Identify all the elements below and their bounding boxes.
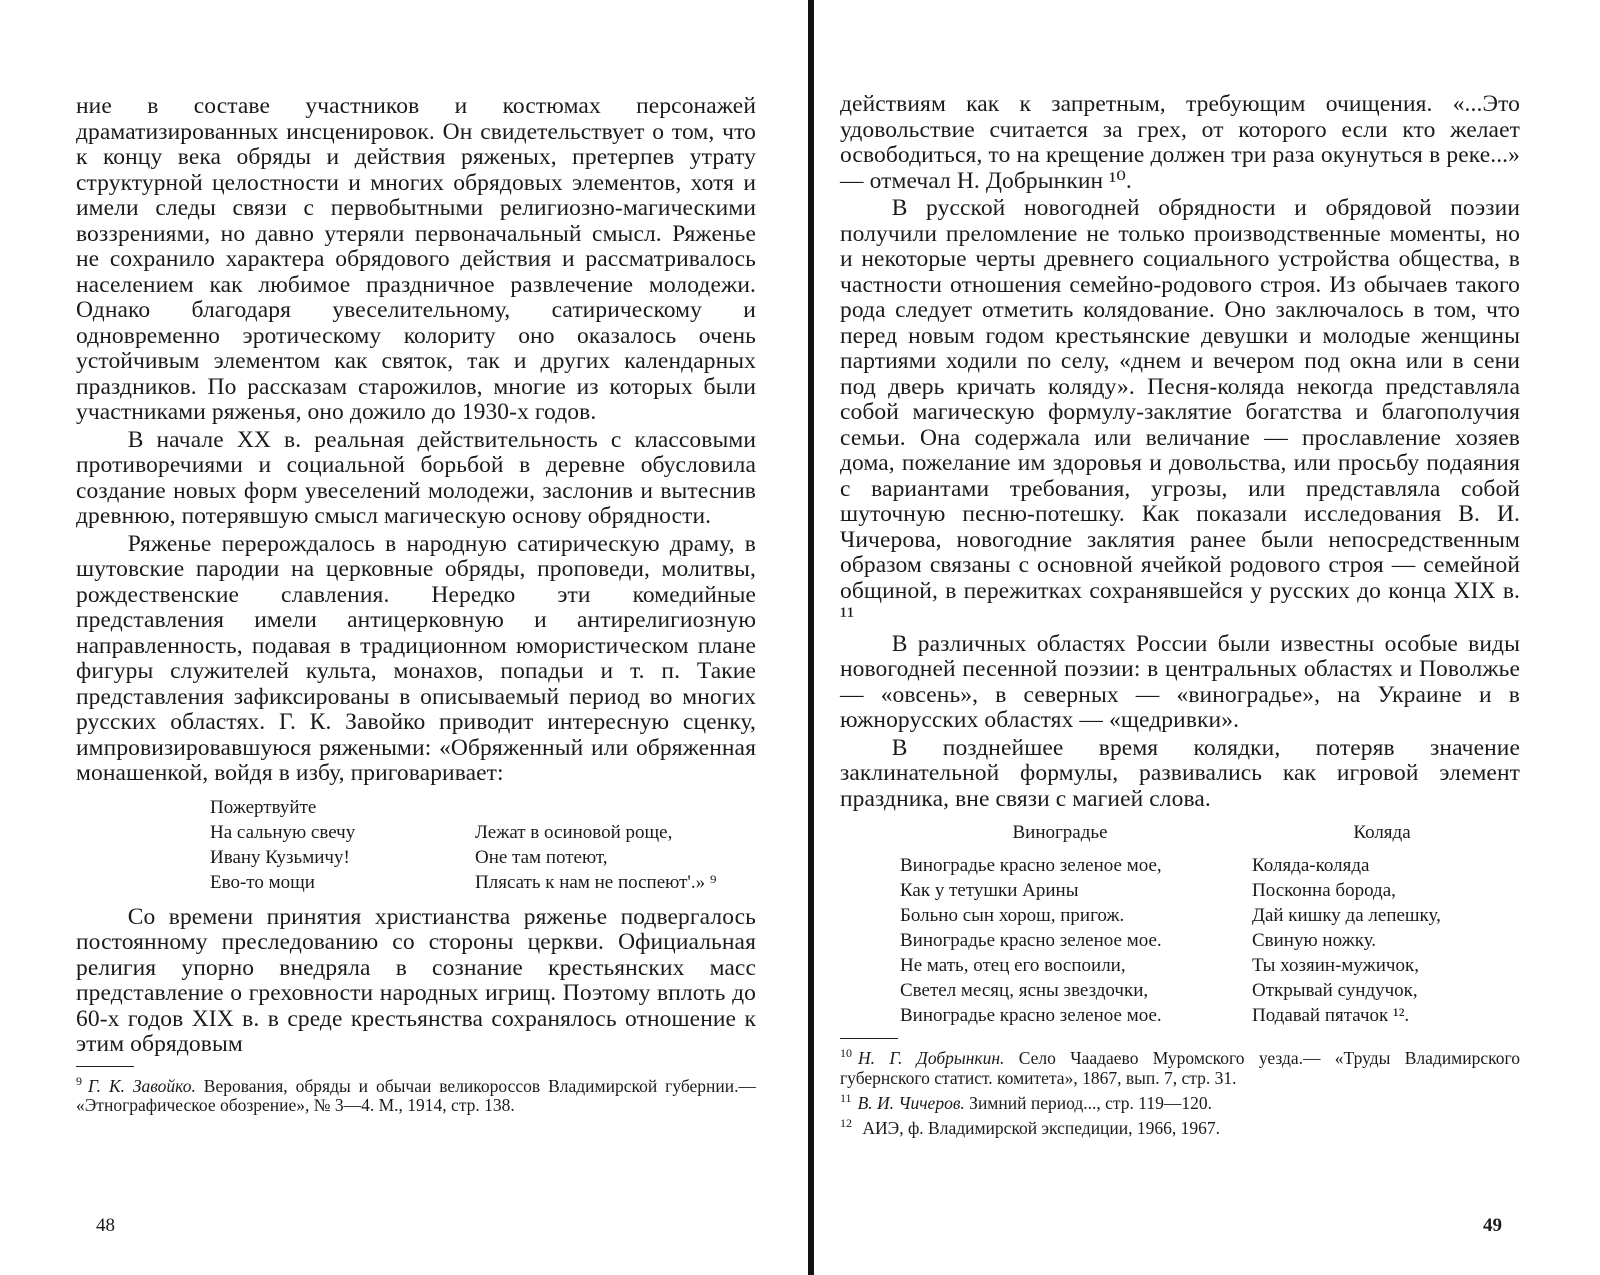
paragraph: Со времени принятия христианства ряженье подвергалось постоянному преследованию со стороны церкви. Официальная религия упорно внедряла в сознание крестьянских масс представление о греховности народных игрищ. Поэтому вплоть до 60-х годов XIX в. в среде крестьянства сохранялось отношение к этим обрядовым [76, 903, 756, 1057]
footnote-number: 11 [840, 1090, 852, 1105]
poem-line: Оне там потеют, [475, 846, 608, 868]
poem-line: Ты хозяин-мужичок, [1252, 955, 1419, 976]
poem-line: Пожертвуйте [210, 796, 317, 818]
footnote [840, 1113, 1520, 1138]
footnote-number: 12 [840, 1115, 852, 1130]
page-number: 49 [1483, 1215, 1502, 1236]
poem-line: Посконна борода, [1252, 880, 1396, 901]
poem-title: Коляда [1353, 822, 1411, 843]
paragraph: В различных областях России были известны особые виды новогодней песенной поэзии: в центральных областях и Поволжье — «овсень», в северных — «виноградье», на Украине и в южнорусских областях — «щедривки». [840, 630, 1520, 733]
poem-line: На сальную свечу [210, 821, 356, 843]
poem-line: Открывай сундучок, [1252, 980, 1418, 1001]
poem-line: Ево-то мощи [210, 871, 315, 893]
footnote [840, 1043, 1520, 1088]
left-text-column [76, 94, 756, 1115]
poem-line: Дай кишку да лепешку, [1252, 905, 1441, 926]
poem-block [210, 795, 756, 895]
right-text-column [840, 92, 1520, 1137]
poem-line: Виноградье красно зеленое мое, [900, 855, 1162, 876]
footnote [840, 1088, 1520, 1113]
poem-line: Подавай пятачок ¹². [1252, 1005, 1410, 1026]
footnote-author: В. И. Чичеров. [857, 1092, 965, 1113]
footnote-number: 10 [840, 1046, 852, 1060]
footnote-rule [76, 1066, 134, 1067]
poem-line: Светел месяц, ясны звездочки, [900, 980, 1149, 1001]
paragraph: В русской новогодней обрядности и обрядовой поэзии получили преломление не только производственные моменты, но и некоторые черты древнего социального устройства общества, в частности отношения семейно-родового строя. Из обычаев такого рода следует отметить колядование. Оно заключалось в том, что перед новым годом крестьянские девушки и молодые женщины партиями ходили по селу, «днем и вечером под окна или в сени под дверь кричать коляду». Песня-коляда некогда представляла собой магическую формулу-заклятие богатства и благополучия семьи. Она содержала или величание — прославление хозяев дома, пожелание им здоровья и довольства, или просьбу подаяния с вариантами требования, угрозы, или представляла собой шуточную песню-потешку. Как показали исследования В. И. Чичерова, новогодние заклятия ранее были непосредственным образом связаны с основной ячейкой родового строя — семейной общиной, в пережитках сохранявшейся у русских до конца XIX в. ¹¹ [840, 195, 1520, 629]
footnote-author: Г. К. Завойко. [88, 1075, 196, 1096]
footnote-number: 9 [76, 1073, 82, 1088]
page-number: 48 [96, 1215, 115, 1236]
poem-title: Виноградье [1012, 822, 1108, 843]
footnote-text: Село Чаадаево Муромского уезда.— «Труды Владимирского губернского статист. комитета», 1867, вып. 7, стр. 31. [840, 1047, 1520, 1088]
paragraph: Ряженье перерождалось в народную сатирическую драму, в шутовские пародии на церковные обряды, проповеди, молитвы, рождественские славления. Нередко эти комедийные представления имели антицерковную и антирелигиозную направленность, подавая в традиционном юмористическом плане фигуры служителей культа, монахов, попадьи и т. п. Такие представления зафиксированы в описываемый период во многих русских областях. Г. К. Завойко приводит интересную сценку, импровизировавшуюся ряжеными: «Обряженный или обряженная монашенкой, войдя в избу, приговаривает: [76, 530, 756, 786]
poem-line: Лежат в осиновой роще, [475, 821, 673, 843]
paragraph: ние в составе участников и костюмах персонажей драматизированных инсценировок. Он свидетельствует о том, что к концу века обряды и действия ряженых, претерпев утрату структурной целостности и многих обрядовых элементов, хотя и имели следы связи с первобытными религиозно-магическими воззрениями, но давно утеряли первоначальный смысл. Ряженье не сохранило характера обрядового действия и рассматривалось населением как любимое праздничное развлечение молодежи. Однако благодаря увеселительному, сатирическому и одновременно эротическому колориту оно оказалось очень устойчивым элементом как святок, так и других календарных праздников. По рассказам старожилов, многие из которых были участниками ряженья, оно дожило до 1930-х годов. [76, 93, 756, 425]
poem-block [900, 820, 1520, 1028]
poem-line: Виноградье красно зеленое мое. [900, 1005, 1162, 1026]
paragraph: В позднейшее время колядки, потеряв значение заклинательной формулы, развивались как игровой элемент праздника, вне связи с магией слова. [840, 734, 1520, 812]
footnote-rule [840, 1038, 898, 1039]
poem-line: Как у тетушки Арины [900, 880, 1079, 901]
poem-line: Коляда-коляда [1252, 855, 1370, 876]
footnote-text: АИЭ, ф. Владимирской экспедиции, 1966, 1967. [862, 1117, 1221, 1138]
poem-line: Виноградье красно зеленое мое. [900, 930, 1162, 951]
right-page [818, 0, 1600, 1275]
poem-line: Свиную ножку. [1252, 930, 1377, 951]
book-gutter [808, 0, 814, 1275]
poem-line: Ивану Кузьмичу! [210, 846, 350, 868]
paragraph: В начале XX в. реальная действительность с классовыми противоречиями и социальной борьбой в деревне обусловила создание новых форм увеселений молодежи, заслонив и вытеснив древнюю, потерявшую смысл магическую основу обрядности. [76, 426, 756, 529]
poem-line: Плясать к нам не поспеют'.» ⁹ [475, 871, 717, 893]
poem-line: Не мать, отец его воспоили, [900, 955, 1126, 976]
footnote-text: Верования, обряды и обычаи великороссов Владимирской губернии.— «Этнографическое обозрение», № 3—4. М., 1914, стр. 138. [76, 1075, 757, 1116]
footnote [76, 1071, 756, 1116]
footnote-text: Зимний период..., стр. 119—120. [969, 1092, 1212, 1113]
footnote-author: Н. Г. Добрынкин. [858, 1047, 1005, 1068]
poem-line: Больно сын хорош, пригож. [900, 905, 1125, 926]
paragraph: действиям как к запретным, требующим очищения. «...Это удовольствие считается за грех, от которого если кто желает освободиться, то на крещение должен три раза окунуться в реке...» — отмечал Н. Добрынкин ¹⁰. [840, 91, 1520, 194]
